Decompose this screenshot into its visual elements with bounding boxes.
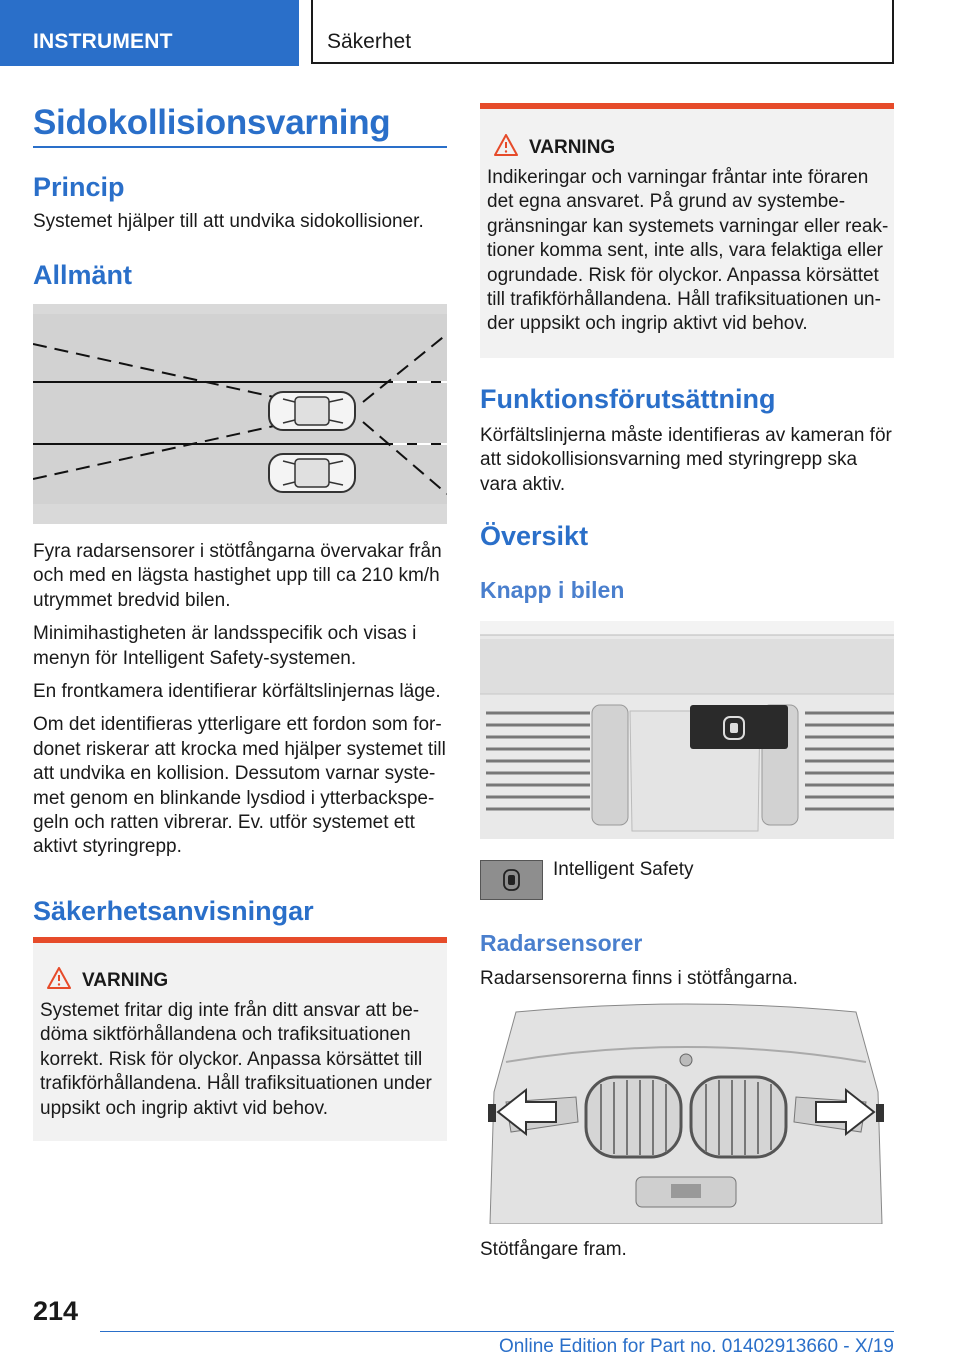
paragraph-line: vara aktiv. — [480, 473, 566, 495]
warning-box-left — [33, 937, 447, 1141]
radar-heading: Radarsensorer — [480, 930, 643, 956]
warning-line: uppsikt och ingrip aktivt vid behov. — [40, 1097, 328, 1119]
lane-diagram — [33, 304, 447, 524]
warning-line: döma siktförhållandena och trafiksituationen — [40, 1024, 411, 1046]
warning-triangle-icon — [494, 134, 518, 161]
paragraph-line: och med en lägsta hastighet upp till ca 210 km/h — [33, 565, 440, 587]
prerequisite-heading: Funktionsförutsättning — [480, 384, 776, 414]
warning-line: Indikeringar och varningar fråntar inte föraren — [487, 167, 869, 188]
general-heading: Allmänt — [33, 260, 133, 290]
paragraph-line: att sidokollisionsvarning med styringrepp ska — [480, 449, 858, 471]
page-title: Sidokollisionsvarning — [33, 103, 391, 142]
warning-label: VARNING — [529, 137, 616, 158]
overview-heading: Översikt — [480, 521, 589, 551]
dashboard-button-image — [480, 621, 894, 839]
general-paragraphs — [33, 540, 453, 860]
image-caption: Stötfångare fram. — [480, 1239, 627, 1260]
paragraph-line: aktivt styringrepp. — [33, 836, 182, 858]
principle-text: Systemet hjälper till att undvika sidokollisioner. — [33, 211, 424, 232]
warning-line: ogrundade. Risk för olyckor. Anpassa körsättet — [487, 264, 879, 286]
paragraph-line: Fyra radarsensorer i stötfångarna övervakar från — [33, 541, 442, 562]
radar-text: Radarsensorerna finns i stötfångarna. — [480, 968, 798, 989]
title-rule — [33, 146, 447, 148]
car-front-image — [486, 1002, 886, 1224]
intelligent-safety-icon — [480, 860, 543, 900]
paragraph-line: att undvika en kollision. Dessutom varnar syste‐ — [33, 763, 436, 785]
paragraph-line: geln och ratten vibrerar. Ev. utför systemet ett — [33, 812, 415, 834]
paragraph-line: Om det identifieras ytterligare ett fordon som for‐ — [33, 714, 442, 736]
paragraph-line: menyn för Intelligent Safety-systemen. — [33, 647, 357, 669]
warning-label: VARNING — [82, 970, 169, 991]
header-topic-label: Säkerhet — [311, 0, 894, 64]
page-number: 214 — [33, 1296, 79, 1326]
footer-rule — [100, 1331, 894, 1332]
paragraph-line: Körfältslinjerna måste identifieras av kameran för — [480, 425, 892, 446]
warning-line: det egna ansvaret. På grund av systembe‐ — [487, 191, 846, 213]
warning-line: der uppsikt och ingrip aktivt vid behov. — [487, 313, 808, 335]
warning-triangle-icon — [47, 967, 71, 994]
warning-line: tioner komma sent, inte alls, vara felaktiga eller — [487, 240, 884, 262]
warning-text — [487, 166, 892, 337]
button-heading: Knapp i bilen — [480, 577, 625, 603]
warning-line: korrekt. Risk för olyckor. Anpassa körsättet till — [40, 1048, 423, 1070]
lane-diagram-image — [33, 304, 447, 524]
warning-box-right — [480, 103, 894, 358]
warning-text — [40, 999, 445, 1121]
button-label: Intelligent Safety — [553, 859, 694, 880]
header-section-label: INSTRUMENT — [0, 0, 299, 66]
warning-line: gränsningar kan systemets varningar eller reak‐ — [487, 215, 889, 237]
paragraph-line: Minimihastigheten är landsspecifik och visas i — [33, 623, 417, 645]
paragraph-line: donet riskerar att krocka med hjälper systemet till — [33, 738, 446, 760]
paragraph-line: met genom en blinkande lysdiod i ytterbackspe‐ — [33, 787, 435, 809]
safety-heading: Säkerhetsanvisningar — [33, 896, 314, 926]
paragraph-line: En frontkamera identifierar körfältslinjernas läge. — [33, 681, 441, 703]
prerequisite-text — [480, 424, 900, 497]
principle-heading: Princip — [33, 172, 125, 202]
paragraph-line: utrymmet bredvid bilen. — [33, 589, 231, 611]
warning-line: till trafikförhållandena. Håll trafiksituationen un‐ — [487, 289, 881, 311]
warning-line: trafikförhållandena. Håll trafiksituationen under — [40, 1073, 432, 1095]
edition-text: Online Edition for Part no. 01402913660 - X/19 — [498, 1336, 894, 1357]
warning-line: Systemet fritar dig inte från ditt ansvar att be‐ — [40, 1000, 420, 1021]
